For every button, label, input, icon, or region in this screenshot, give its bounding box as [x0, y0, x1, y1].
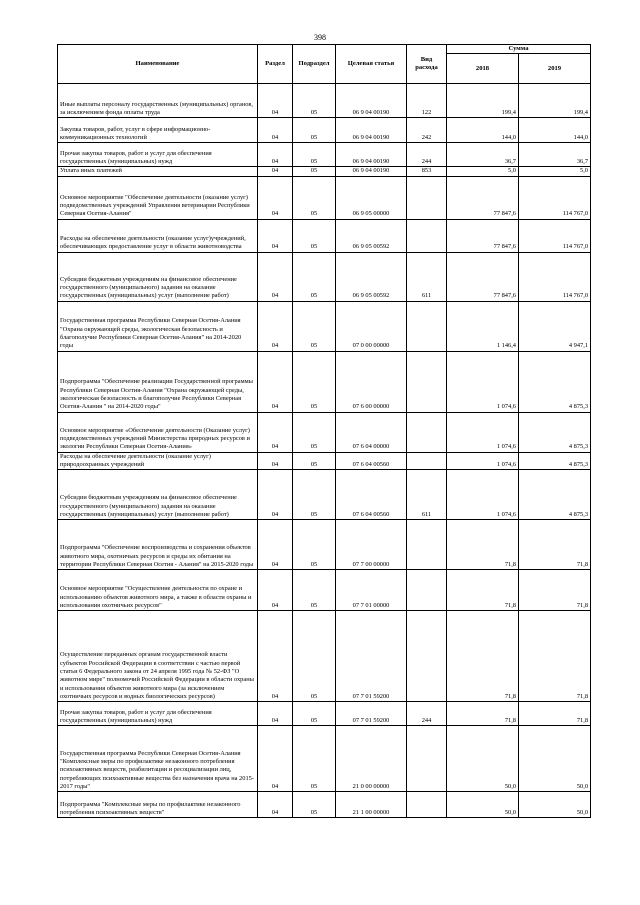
row-target: 07 7 01 59200: [336, 702, 407, 726]
row-name: Государственная программа Республики Северная Осетия-Алания "Охрана окружающей среды, экологическая безопасность и благополучие Республики Северная Осетия-Алания" на 2014-2020 годы: [58, 301, 258, 351]
table-row: [58, 84, 591, 118]
row-subsection: 05: [293, 301, 336, 351]
row-type: [407, 570, 447, 611]
table-row: [58, 520, 591, 570]
row-section: 04: [258, 252, 293, 301]
row-section: 04: [258, 792, 293, 818]
row-subsection: 05: [293, 143, 336, 167]
row-amount-2019: 199,4: [519, 84, 591, 118]
row-amount-2019: 144,0: [519, 118, 591, 143]
row-section: 04: [258, 167, 293, 176]
table-row: [58, 167, 591, 176]
row-target: 06 9 05 00000: [336, 176, 407, 219]
row-target: 21 0 00 00000: [336, 726, 407, 792]
row-amount-2018: 71,8: [447, 611, 519, 702]
row-name: Расходы на обеспечение деятельности (оказание услуг)учреждений, обеспечивающих предоставление услуг в области животноводства: [58, 219, 258, 252]
row-type: [407, 176, 447, 219]
row-type: [407, 301, 447, 351]
row-name: Государственная программа Республики Северная Осетия-Алания "Комплексные меры по профилактике незаконного потребления психоактивных веществ, реабилитации и ресоциализации лиц, потребляющих психоактивные вещества без назначения врача на 2015-2017 годы": [58, 726, 258, 792]
row-name: Подпрограмма "Обеспечение реализации Государственной программы Республики Северная Осетия-Алания "Охрана окружающей среды, экологическая безопасность и благополучие Республики Северная Осетия-Алания " на 2014-2020 годы": [58, 351, 258, 412]
row-subsection: 05: [293, 470, 336, 520]
row-section: 04: [258, 412, 293, 452]
table-row: [58, 412, 591, 452]
row-subsection: 05: [293, 570, 336, 611]
row-amount-2019: 4 875,3: [519, 412, 591, 452]
row-amount-2019: 114 767,0: [519, 219, 591, 252]
row-amount-2018: 1 074,6: [447, 470, 519, 520]
row-subsection: 05: [293, 412, 336, 452]
row-amount-2018: 50,0: [447, 726, 519, 792]
table-row: [58, 176, 591, 219]
row-type: [407, 520, 447, 570]
header-year-2019: 2019: [519, 54, 591, 84]
row-target: 06 9 04 00190: [336, 143, 407, 167]
row-amount-2018: 77 847,6: [447, 219, 519, 252]
row-subsection: 05: [293, 219, 336, 252]
row-target: 07 0 00 00000: [336, 301, 407, 351]
header-sum: Сумма: [447, 45, 591, 54]
row-target: 07 6 04 00560: [336, 470, 407, 520]
row-type: 244: [407, 702, 447, 726]
row-section: 04: [258, 726, 293, 792]
row-type: [407, 219, 447, 252]
row-amount-2018: 144,0: [447, 118, 519, 143]
row-target: 06 9 04 00190: [336, 84, 407, 118]
row-amount-2018: 77 847,6: [447, 252, 519, 301]
row-target: 06 9 05 00592: [336, 219, 407, 252]
row-target: 06 9 04 00190: [336, 167, 407, 176]
row-subsection: 05: [293, 726, 336, 792]
row-subsection: 05: [293, 176, 336, 219]
row-amount-2019: 36,7: [519, 143, 591, 167]
page-number: 398: [314, 33, 326, 42]
row-amount-2018: 71,8: [447, 570, 519, 611]
row-amount-2019: 50,0: [519, 726, 591, 792]
row-target: 21 1 00 00000: [336, 792, 407, 818]
row-target: 07 7 00 00000: [336, 520, 407, 570]
row-subsection: 05: [293, 611, 336, 702]
row-amount-2018: 1 074,6: [447, 452, 519, 470]
row-subsection: 05: [293, 792, 336, 818]
row-section: 04: [258, 301, 293, 351]
row-amount-2018: 71,8: [447, 520, 519, 570]
row-subsection: 05: [293, 452, 336, 470]
row-type: 611: [407, 252, 447, 301]
row-type: [407, 611, 447, 702]
row-subsection: 05: [293, 118, 336, 143]
table-row: [58, 252, 591, 301]
row-section: 04: [258, 470, 293, 520]
budget-table: [57, 44, 591, 818]
row-name: Подпрограмма "Комплексные меры по профилактике незаконного потребления психоактивных веществ": [58, 792, 258, 818]
row-name: Уплата иных платежей: [58, 167, 258, 176]
row-target: 07 6 04 00000: [336, 412, 407, 452]
table-row: [58, 792, 591, 818]
row-amount-2018: 1 074,6: [447, 412, 519, 452]
row-section: 04: [258, 118, 293, 143]
row-amount-2019: 71,8: [519, 611, 591, 702]
row-amount-2018: 199,4: [447, 84, 519, 118]
row-name: Иные выплаты персоналу государственных (муниципальных) органов, за исключением фонда оплаты труда: [58, 84, 258, 118]
row-section: 04: [258, 176, 293, 219]
row-type: 122: [407, 84, 447, 118]
row-amount-2018: 71,8: [447, 702, 519, 726]
table-row: [58, 726, 591, 792]
row-section: 04: [258, 570, 293, 611]
header-type: Вид расхода: [407, 45, 447, 84]
row-subsection: 05: [293, 252, 336, 301]
row-target: 07 7 01 00000: [336, 570, 407, 611]
table-row: [58, 611, 591, 702]
table-row: [58, 351, 591, 412]
row-amount-2018: 5,0: [447, 167, 519, 176]
table-row: [58, 118, 591, 143]
row-section: 04: [258, 219, 293, 252]
row-subsection: 05: [293, 84, 336, 118]
row-amount-2019: 71,8: [519, 520, 591, 570]
row-name: Основное мероприятие "Осуществление деятельности по охране и использованию объектов животного мира, а также в области охраны и использования охотничьих ресурсов": [58, 570, 258, 611]
header-year-2018: 2018: [447, 54, 519, 84]
row-type: [407, 351, 447, 412]
row-subsection: 05: [293, 351, 336, 412]
table-row: [58, 452, 591, 470]
row-section: 04: [258, 520, 293, 570]
table-row: [58, 702, 591, 726]
header-section: Раздел: [258, 45, 293, 84]
row-subsection: 05: [293, 167, 336, 176]
row-amount-2019: 4 875,3: [519, 351, 591, 412]
row-name: Подпрограмма "Обеспечение воспроизводства и сохранения объектов животного мира, охотничьих ресурсов и среды их обитания на территории Республики Северная Осетия - Алания" на 2015-2020 годы: [58, 520, 258, 570]
row-section: 04: [258, 702, 293, 726]
row-section: 04: [258, 84, 293, 118]
row-amount-2019: 114 767,0: [519, 252, 591, 301]
row-name: Субсидии бюджетным учреждениям на финансовое обеспечение государственного (муниципального) задания на оказание государственных (муниципальных) услуг (выполнение работ): [58, 470, 258, 520]
row-name: Осуществление переданных органам государственной власти субъектов Российской Федерации в соответствии с частью первой статьи 6 Федерального закона от 24 апреля 1995 года № 52-ФЗ "О животном мире" полномочий Российской Федерации в области охраны и использования объектов животного мира (за исключением охотничьих ресурсов и водных биологических ресурсов): [58, 611, 258, 702]
row-section: 04: [258, 611, 293, 702]
row-type: [407, 792, 447, 818]
row-amount-2019: 4 875,3: [519, 452, 591, 470]
row-section: 04: [258, 351, 293, 412]
table-row: [58, 570, 591, 611]
table-row: [58, 470, 591, 520]
row-amount-2019: 71,8: [519, 702, 591, 726]
table-row: [58, 301, 591, 351]
row-type: [407, 452, 447, 470]
row-amount-2019: 4 875,3: [519, 470, 591, 520]
row-name: Основное мероприятие «Обеспечение деятельности (Оказание услуг) подведомственных учреждений Министерства природных ресурсов и экологии Республики Северная Осетия-Алания»: [58, 412, 258, 452]
table-row: [58, 143, 591, 167]
row-amount-2019: 4 947,1: [519, 301, 591, 351]
row-section: 04: [258, 452, 293, 470]
row-target: 07 7 01 59200: [336, 611, 407, 702]
row-amount-2019: 50,0: [519, 792, 591, 818]
row-name: Прочая закупка товаров, работ и услуг для обеспечения государственных (муниципальных) нужд: [58, 702, 258, 726]
row-amount-2018: 36,7: [447, 143, 519, 167]
row-amount-2018: 1 074,6: [447, 351, 519, 412]
row-type: [407, 726, 447, 792]
row-target: 07 6 00 00000: [336, 351, 407, 412]
row-target: 06 9 04 00190: [336, 118, 407, 143]
row-subsection: 05: [293, 520, 336, 570]
row-amount-2019: 5,0: [519, 167, 591, 176]
row-name: Субсидии бюджетным учреждениям на финансовое обеспечение государственного (муниципального) задания на оказание государственных (муниципальных) услуг (выполнение работ): [58, 252, 258, 301]
row-name: Прочая закупка товаров, работ и услуг для обеспечения государственных (муниципальных) нужд: [58, 143, 258, 167]
table-body: [58, 84, 591, 818]
header-subsection: Подраздел: [293, 45, 336, 84]
row-amount-2018: 50,0: [447, 792, 519, 818]
header-name: Наименование: [58, 45, 258, 84]
row-section: 04: [258, 143, 293, 167]
row-subsection: 05: [293, 702, 336, 726]
row-type: 242: [407, 118, 447, 143]
row-name: Расходы на обеспечение деятельности (оказание услуг) природоохранных учреждений: [58, 452, 258, 470]
row-amount-2018: 1 146,4: [447, 301, 519, 351]
row-name: Основное мероприятие "Обеспечение деятельности (оказание услуг) подведомственных учреждений Управления ветеринарии Республики Северная Осетия-Алания": [58, 176, 258, 219]
row-type: [407, 412, 447, 452]
row-target: 06 9 05 00592: [336, 252, 407, 301]
row-target: 07 6 04 00560: [336, 452, 407, 470]
row-type: 244: [407, 143, 447, 167]
row-amount-2018: 77 847,6: [447, 176, 519, 219]
header-target: Целевая статья: [336, 45, 407, 84]
table-row: [58, 219, 591, 252]
row-name: Закупка товаров, работ, услуг в сфере информационно-коммуникационных технологий: [58, 118, 258, 143]
row-amount-2019: 71,8: [519, 570, 591, 611]
row-amount-2019: 114 767,0: [519, 176, 591, 219]
row-type: 853: [407, 167, 447, 176]
row-type: 611: [407, 470, 447, 520]
